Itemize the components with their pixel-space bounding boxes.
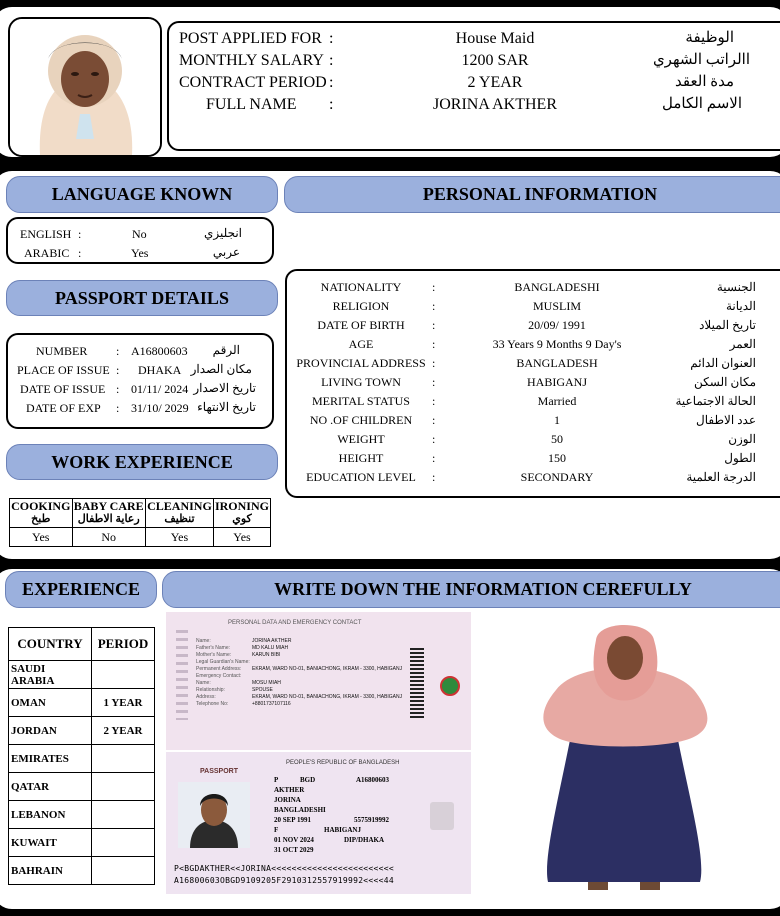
passport-country-header: PEOPLE'S REPUBLIC OF BANGLADESH xyxy=(286,760,400,766)
arabic-value: Yes xyxy=(131,246,149,260)
work-col-cleaning xyxy=(145,499,213,528)
work-col-babycare-ar: رعاية الاطفال xyxy=(77,513,140,525)
personal-value: SECONDARY xyxy=(520,470,594,484)
work-heading: WORK EXPERIENCE xyxy=(6,444,278,480)
passport-code: BGD xyxy=(300,776,316,784)
personal-label: HEIGHT xyxy=(338,451,384,465)
passport-nationality: BANGLADESHI xyxy=(274,806,326,814)
personal-arabic: الديانة xyxy=(725,299,756,313)
passport-small-photo xyxy=(430,802,454,830)
english-label: ENGLISH xyxy=(20,227,72,241)
passport-heading: PASSPORT DETAILS xyxy=(6,280,278,316)
personal-label: LIVING TOWN xyxy=(321,375,401,389)
header-colon-contract: : xyxy=(329,74,334,91)
experience-row xyxy=(9,717,155,745)
post-arabic: الوظيفة xyxy=(685,30,734,46)
experience-period xyxy=(92,661,155,689)
passport-contact-lines xyxy=(196,638,416,708)
personal-label: DATE OF BIRTH xyxy=(317,318,405,332)
fullname-value: JORINA AKTHER xyxy=(432,96,557,113)
english-colon: : xyxy=(78,227,82,241)
passport-bio-photo xyxy=(178,782,250,848)
work-val-cooking: Yes xyxy=(10,528,73,547)
experience-country: QATAR xyxy=(9,773,92,801)
passport-mrz-line-2: A16800603OBGD9109205F2910312557919992<<<<44 xyxy=(174,876,395,885)
work-col-cleaning-en: CLEANING xyxy=(147,499,212,513)
work-col-ironing-en: IRONING xyxy=(214,499,269,513)
english-value: No xyxy=(132,227,147,241)
passport-contact-line xyxy=(196,680,416,687)
personal-label: NO .OF CHILDREN xyxy=(309,413,413,427)
personal-colon: : xyxy=(432,280,436,294)
passport-number-value: A16800603 xyxy=(131,344,188,358)
passport-contact-label: Name: xyxy=(196,638,211,644)
passport-issue: 01 NOV 2024 xyxy=(274,836,314,844)
contract-arabic: مدة العقد xyxy=(675,74,734,90)
experience-country: KUWAIT xyxy=(9,829,92,857)
personal-arabic: الطول xyxy=(724,451,756,465)
passport-photo-image xyxy=(178,782,250,848)
experience-row xyxy=(9,801,155,829)
experience-country: OMAN xyxy=(9,689,92,717)
salary-arabic: االراتب الشهري xyxy=(652,52,750,68)
experience-country: JORDAN xyxy=(9,717,92,745)
passport-birthplace: HABIGANJ xyxy=(324,826,361,834)
experience-country: BAHRAIN xyxy=(9,857,92,885)
work-val-cleaning: Yes xyxy=(145,528,213,547)
experience-period xyxy=(92,857,155,885)
work-col-babycare xyxy=(72,499,145,528)
salary-label: MONTHLY SALARY xyxy=(179,52,324,69)
passport-contact-value: JORINA AKTHER xyxy=(252,638,292,644)
passport-bio-page xyxy=(166,752,471,894)
passport-contact-label: Permanent Address: xyxy=(196,666,242,672)
personal-colon: : xyxy=(432,318,436,332)
header-colon-salary: : xyxy=(329,52,334,69)
personal-value: 33 Years 9 Months 9 Day's xyxy=(492,337,622,351)
passport-contact-line xyxy=(196,701,416,708)
work-col-ironing-ar: كوي xyxy=(232,513,252,525)
personal-label: MERITAL STATUS xyxy=(312,394,410,408)
passport-contact-value: EKRAM, WARD NO-01, BANIACHONG, IKRAM - 3300, HABIGANJ xyxy=(252,666,403,672)
english-arabic: انجليزي xyxy=(203,226,242,240)
experience-row xyxy=(9,857,155,885)
passport-contact-line xyxy=(196,687,416,694)
passport-expiry: 31 OCT 2029 xyxy=(274,846,314,854)
passport-contact-heading: PERSONAL DATA AND EMERGENCY CONTACT xyxy=(228,620,362,626)
passport-issue-label: DATE OF ISSUE xyxy=(20,382,106,396)
personal-value: BANGLADESH xyxy=(516,356,598,370)
passport-emblem-icon xyxy=(440,676,460,696)
passport-contact-label: Address: xyxy=(196,694,216,700)
passport-contact-label: Emergency Contact: xyxy=(196,673,242,679)
full-body-photo xyxy=(518,620,730,892)
arabic-arabic: عربي xyxy=(212,245,240,259)
work-val-babycare: No xyxy=(72,528,145,547)
work-col-babycare-en: BABY CARE xyxy=(73,499,144,513)
header-row-post xyxy=(179,30,322,48)
passport-pin-strip xyxy=(176,630,188,720)
personal-colon: : xyxy=(432,470,436,484)
work-col-cleaning-ar: تنظيف xyxy=(164,513,195,525)
fullname-label: FULL NAME xyxy=(206,96,297,113)
experience-row xyxy=(9,745,155,773)
personal-arabic: الدرجة العلمية xyxy=(686,470,756,484)
passport-contact-label: Relationship: xyxy=(196,687,225,693)
passport-exp-label: DATE OF EXP xyxy=(26,401,101,415)
experience-row xyxy=(9,829,155,857)
experience-country: EMIRATES xyxy=(9,745,92,773)
personal-label: WEIGHT xyxy=(337,432,385,446)
passport-contact-line xyxy=(196,645,416,652)
fullname-arabic: الاسم الكامل xyxy=(661,96,742,112)
passport-personal-no: 5575919992 xyxy=(354,816,389,824)
arabic-colon: : xyxy=(78,246,82,260)
personal-label: PROVINCIAL ADDRESS xyxy=(296,356,426,370)
passport-contact-line xyxy=(196,694,416,701)
personal-heading: PERSONAL INFORMATION xyxy=(284,176,780,213)
personal-value: HABIGANJ xyxy=(527,375,587,389)
passport-contact-value: +8801737107116 xyxy=(252,701,291,707)
personal-value: 150 xyxy=(548,451,566,465)
passport-contact-value: MD KALU MIAH xyxy=(252,645,289,651)
post-label: POST APPLIED FOR xyxy=(179,30,322,47)
passport-issue-value: 01/11/ 2024 xyxy=(131,382,189,396)
work-col-ironing xyxy=(213,499,270,528)
write-down-heading: WRITE DOWN THE INFORMATION CEREFULLY xyxy=(162,571,780,608)
experience-table xyxy=(8,627,155,885)
passport-dob: 20 SEP 1991 xyxy=(274,816,311,824)
header-colon-name: : xyxy=(329,96,334,113)
experience-period: 2 YEAR xyxy=(92,717,155,745)
passport-contact-label: Father's Name: xyxy=(196,645,231,651)
personal-colon: : xyxy=(432,432,436,446)
experience-period xyxy=(92,801,155,829)
portrait-image xyxy=(10,19,160,155)
personal-arabic: تاريخ الميلاد xyxy=(699,318,756,332)
passport-contact-line xyxy=(196,659,416,666)
full-body-image xyxy=(518,620,730,892)
language-heading: LANGUAGE KNOWN xyxy=(6,176,278,213)
exp-col-period: PERIOD xyxy=(92,628,155,661)
exp-col-country: COUNTRY xyxy=(9,628,92,661)
personal-value: MUSLIM xyxy=(532,299,581,313)
personal-colon: : xyxy=(432,375,436,389)
personal-arabic: الجنسية xyxy=(716,280,756,294)
personal-colon: : xyxy=(432,451,436,465)
experience-country: LEBANON xyxy=(9,801,92,829)
passport-contact-value: EKRAM, WARD NO-01, BANIACHONG, IKRAM - 3300, HABIGANJ xyxy=(252,694,403,700)
experience-period xyxy=(92,829,155,857)
header-colon-post: : xyxy=(329,30,334,47)
passport-contact-value: KARUN BIBI xyxy=(252,652,281,658)
work-col-cooking-en: COOKING xyxy=(11,499,71,513)
experience-period xyxy=(92,773,155,801)
experience-period xyxy=(92,745,155,773)
personal-colon: : xyxy=(432,356,436,370)
personal-arabic: العنوان الدائم xyxy=(690,356,756,370)
passport-contact-label: Name: xyxy=(196,680,211,686)
passport-number-colon: : xyxy=(116,344,120,358)
experience-period: 1 YEAR xyxy=(92,689,155,717)
experience-row xyxy=(9,689,155,717)
personal-arabic: مكان السكن xyxy=(694,375,756,389)
candidate-portrait xyxy=(8,17,162,157)
passport-given: JORINA xyxy=(274,796,301,804)
personal-label: RELIGION xyxy=(332,299,390,313)
passport-issue-colon: : xyxy=(116,382,120,396)
personal-arabic: العمر xyxy=(729,337,756,351)
personal-colon: : xyxy=(432,299,436,313)
passport-number-label: NUMBER xyxy=(36,344,88,358)
passport-contact-line xyxy=(196,638,416,645)
passport-number-arabic: الرقم xyxy=(212,343,240,357)
passport-contact-value: SPOUSE xyxy=(252,687,273,693)
passport-contact-label: Telephone No: xyxy=(196,701,229,707)
work-col-cooking xyxy=(10,499,73,528)
passport-exp-arabic: تاريخ الانتهاء xyxy=(197,400,256,414)
experience-country: SAUDI ARABIA xyxy=(9,661,92,689)
passport-word: PASSPORT xyxy=(200,768,238,775)
passport-exp-value: 31/10/ 2029 xyxy=(131,401,189,415)
personal-label: NATIONALITY xyxy=(320,280,402,294)
experience-row xyxy=(9,661,155,689)
passport-place-arabic: مكان الصدار xyxy=(190,362,252,376)
passport-sex: F xyxy=(274,826,279,834)
passport-data-page xyxy=(166,612,471,750)
personal-arabic: عدد الاطفال xyxy=(696,413,756,427)
personal-arabic: الحالة الاجتماعية xyxy=(675,394,756,408)
experience-rows xyxy=(9,661,155,885)
personal-value: 20/09/ 1991 xyxy=(528,318,586,332)
experience-row xyxy=(9,773,155,801)
passport-barcode xyxy=(410,648,424,718)
salary-value: 1200 SAR xyxy=(461,52,529,69)
passport-contact-line xyxy=(196,666,416,673)
post-value: House Maid xyxy=(455,30,535,47)
personal-value: Married xyxy=(537,394,577,408)
work-table xyxy=(9,498,271,547)
personal-colon: : xyxy=(432,413,436,427)
personal-colon: : xyxy=(432,394,436,408)
passport-mrz-line-1: P<BGDAKTHER<<JORINA<<<<<<<<<<<<<<<<<<<<<<<< xyxy=(174,864,395,873)
passport-contact-value: MOSU MIAH xyxy=(252,680,281,686)
work-val-ironing: Yes xyxy=(213,528,270,547)
passport-type: P xyxy=(274,776,279,784)
personal-value: 50 xyxy=(551,432,563,446)
personal-label: AGE xyxy=(348,337,374,351)
passport-place-label: PLACE OF ISSUE xyxy=(17,363,110,377)
passport-place-colon: : xyxy=(116,363,120,377)
passport-contact-line xyxy=(196,652,416,659)
passport-scan xyxy=(166,612,471,894)
passport-contact-line xyxy=(196,673,416,680)
passport-exp-colon: : xyxy=(116,401,120,415)
experience-heading: EXPERIENCE xyxy=(5,571,157,608)
passport-contact-label: Mother's Name: xyxy=(196,652,232,658)
passport-issue-arabic: تاريخ الاصدار xyxy=(193,381,256,395)
personal-value: BANGLADESHI xyxy=(514,280,600,294)
contract-value: 2 YEAR xyxy=(467,74,523,91)
contract-label: CONTRACT PERIOD xyxy=(179,74,327,91)
passport-authority: DIP/DHAKA xyxy=(344,836,385,844)
personal-colon: : xyxy=(432,337,436,351)
arabic-label: ARABIC xyxy=(24,246,70,260)
work-col-cooking-ar: طبخ xyxy=(31,513,51,525)
personal-arabic: الوزن xyxy=(728,432,756,446)
passport-contact-label: Legal Guardian's Name: xyxy=(196,659,250,665)
personal-label: EDUCATION LEVEL xyxy=(306,470,416,484)
personal-value: 1 xyxy=(554,413,560,427)
passport-place-value: DHAKA xyxy=(138,363,182,377)
passport-surname: AKTHER xyxy=(274,786,305,794)
passport-scan-number: A16800603 xyxy=(356,776,390,784)
